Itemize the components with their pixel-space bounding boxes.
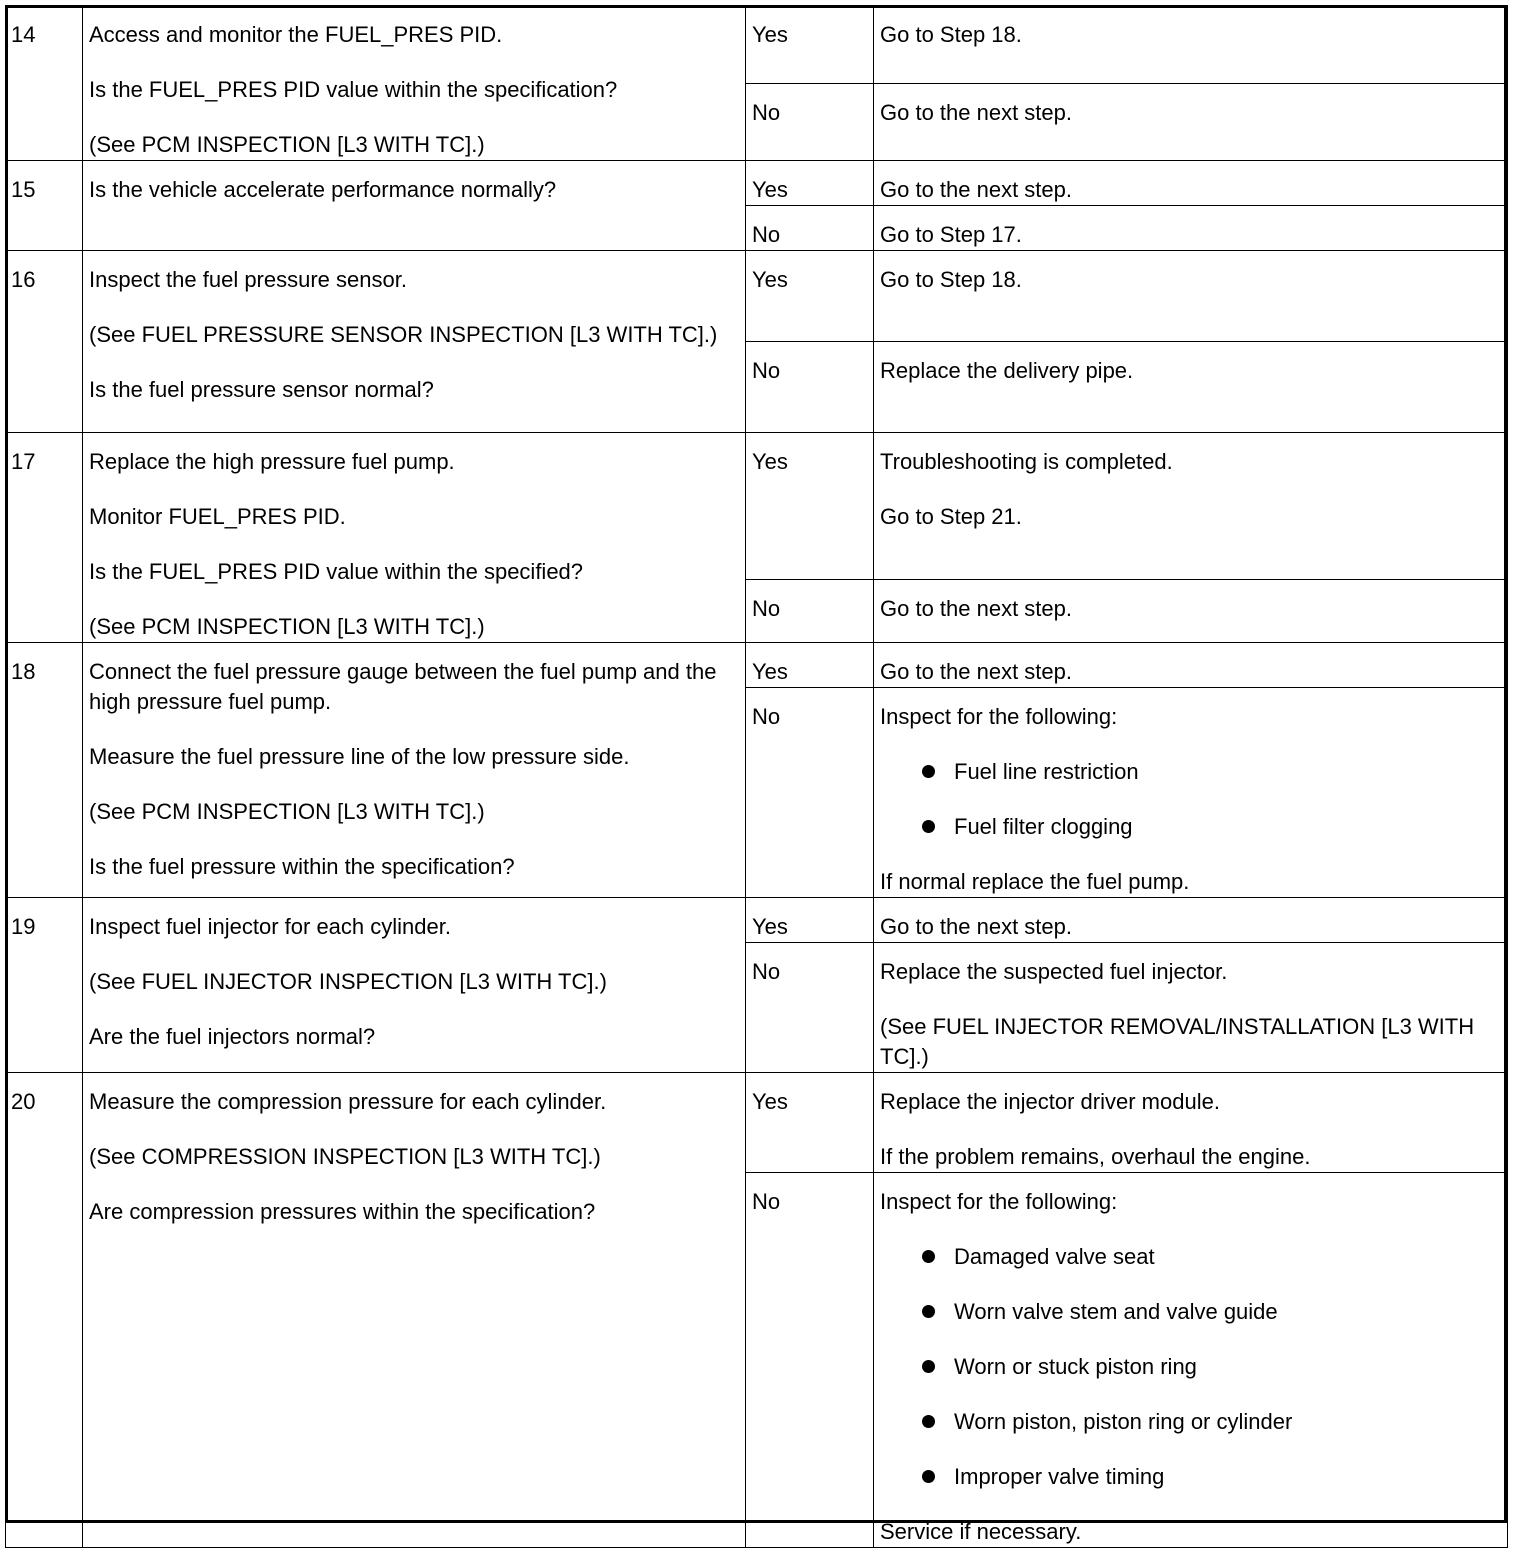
step-action: Replace the high pressure fuel pump. Monitor FUEL_PRES PID. Is the FUEL_PRES PID value within the specified? (See PCM INSPECTION [L3 WITH TC].) bbox=[83, 433, 746, 643]
no-label: No bbox=[746, 580, 874, 643]
table-row bbox=[6, 1073, 1508, 1173]
no-result: Replace the suspected fuel injector. (See FUEL INJECTOR REMOVAL/INSTALLATION [L3 WITH TC].) bbox=[874, 943, 1508, 1073]
list-item: Worn valve stem and valve guide bbox=[922, 1297, 1501, 1327]
yes-label: Yes bbox=[746, 433, 874, 580]
step-action: Is the vehicle accelerate performance normally? bbox=[83, 161, 746, 251]
yes-label: Yes bbox=[746, 643, 874, 688]
no-result: Go to the next step. bbox=[874, 580, 1508, 643]
yes-label: Yes bbox=[746, 161, 874, 206]
list-item: Damaged valve seat bbox=[922, 1242, 1501, 1272]
no-label: No bbox=[746, 342, 874, 433]
list-item: Fuel filter clogging bbox=[922, 812, 1501, 842]
no-label: No bbox=[746, 1173, 874, 1548]
step-action: Access and monitor the FUEL_PRES PID. Is the FUEL_PRES PID value within the specification? (See PCM INSPECTION [L3 WITH TC].) bbox=[83, 6, 746, 161]
no-result: Inspect for the following: Fuel line restriction Fuel filter clogging If normal replace the fuel pump. bbox=[874, 688, 1508, 898]
table-row bbox=[6, 6, 1508, 84]
step-action: Inspect fuel injector for each cylinder. (See FUEL INJECTOR INSPECTION [L3 WITH TC].) Are the fuel injectors normal? bbox=[83, 898, 746, 1073]
yes-result: Troubleshooting is completed. Go to Step 21. bbox=[874, 433, 1508, 580]
table-row bbox=[6, 643, 1508, 688]
step-number: 15 bbox=[6, 161, 83, 251]
no-label: No bbox=[746, 943, 874, 1073]
yes-result: Go to the next step. bbox=[874, 643, 1508, 688]
step-number: 18 bbox=[6, 643, 83, 898]
step-action: Inspect the fuel pressure sensor. (See FUEL PRESSURE SENSOR INSPECTION [L3 WITH TC].) Is the fuel pressure sensor normal? bbox=[83, 251, 746, 433]
step-number: 16 bbox=[6, 251, 83, 433]
table-row bbox=[6, 251, 1508, 342]
no-result: Replace the delivery pipe. bbox=[874, 342, 1508, 433]
bullet-icon bbox=[922, 1250, 935, 1263]
step-number: 20 bbox=[6, 1073, 83, 1548]
step-number: 17 bbox=[6, 433, 83, 643]
no-label: No bbox=[746, 206, 874, 251]
troubleshooting-table bbox=[5, 5, 1508, 1548]
table-row bbox=[6, 433, 1508, 580]
step-number: 19 bbox=[6, 898, 83, 1073]
yes-result: Go to the next step. bbox=[874, 898, 1508, 943]
bullet-icon bbox=[922, 1415, 935, 1428]
bullet-icon bbox=[922, 820, 935, 833]
no-label: No bbox=[746, 83, 874, 161]
list-item: Improper valve timing bbox=[922, 1462, 1501, 1492]
bullet-icon bbox=[922, 1360, 935, 1373]
yes-result: Go to Step 18. bbox=[874, 251, 1508, 342]
bullet-icon bbox=[922, 1305, 935, 1318]
step-action: Measure the compression pressure for each cylinder. (See COMPRESSION INSPECTION [L3 WITH TC].) Are compression pressures within the specification? bbox=[83, 1073, 746, 1548]
step-action: Connect the fuel pressure gauge between the fuel pump and the high pressure fuel pump. Measure the fuel pressure line of the low pressure side. (See PCM INSPECTION [L3 WITH TC].) Is the fuel pressure within the specification? bbox=[83, 643, 746, 898]
inspection-list bbox=[880, 757, 1501, 842]
yes-result: Go to Step 18. bbox=[874, 6, 1508, 84]
no-result: Inspect for the following: Damaged valve seat Worn valve stem and valve guide Worn or stuck piston ring Worn piston, piston ring or cylinder Improper valve timing Service if necessary. bbox=[874, 1173, 1508, 1548]
table-row bbox=[6, 161, 1508, 206]
list-item: Worn or stuck piston ring bbox=[922, 1352, 1501, 1382]
inspection-list bbox=[880, 1242, 1501, 1492]
table-row bbox=[6, 898, 1508, 943]
yes-result: Go to the next step. bbox=[874, 161, 1508, 206]
yes-label: Yes bbox=[746, 1073, 874, 1173]
yes-label: Yes bbox=[746, 6, 874, 84]
bullet-icon bbox=[922, 765, 935, 778]
step-number: 14 bbox=[6, 6, 83, 161]
no-result: Go to Step 17. bbox=[874, 206, 1508, 251]
list-item: Worn piston, piston ring or cylinder bbox=[922, 1407, 1501, 1437]
no-label: No bbox=[746, 688, 874, 898]
no-result: Go to the next step. bbox=[874, 83, 1508, 161]
yes-result: Replace the injector driver module. If the problem remains, overhaul the engine. bbox=[874, 1073, 1508, 1173]
yes-label: Yes bbox=[746, 251, 874, 342]
bullet-icon bbox=[922, 1470, 935, 1483]
yes-label: Yes bbox=[746, 898, 874, 943]
list-item: Fuel line restriction bbox=[922, 757, 1501, 787]
